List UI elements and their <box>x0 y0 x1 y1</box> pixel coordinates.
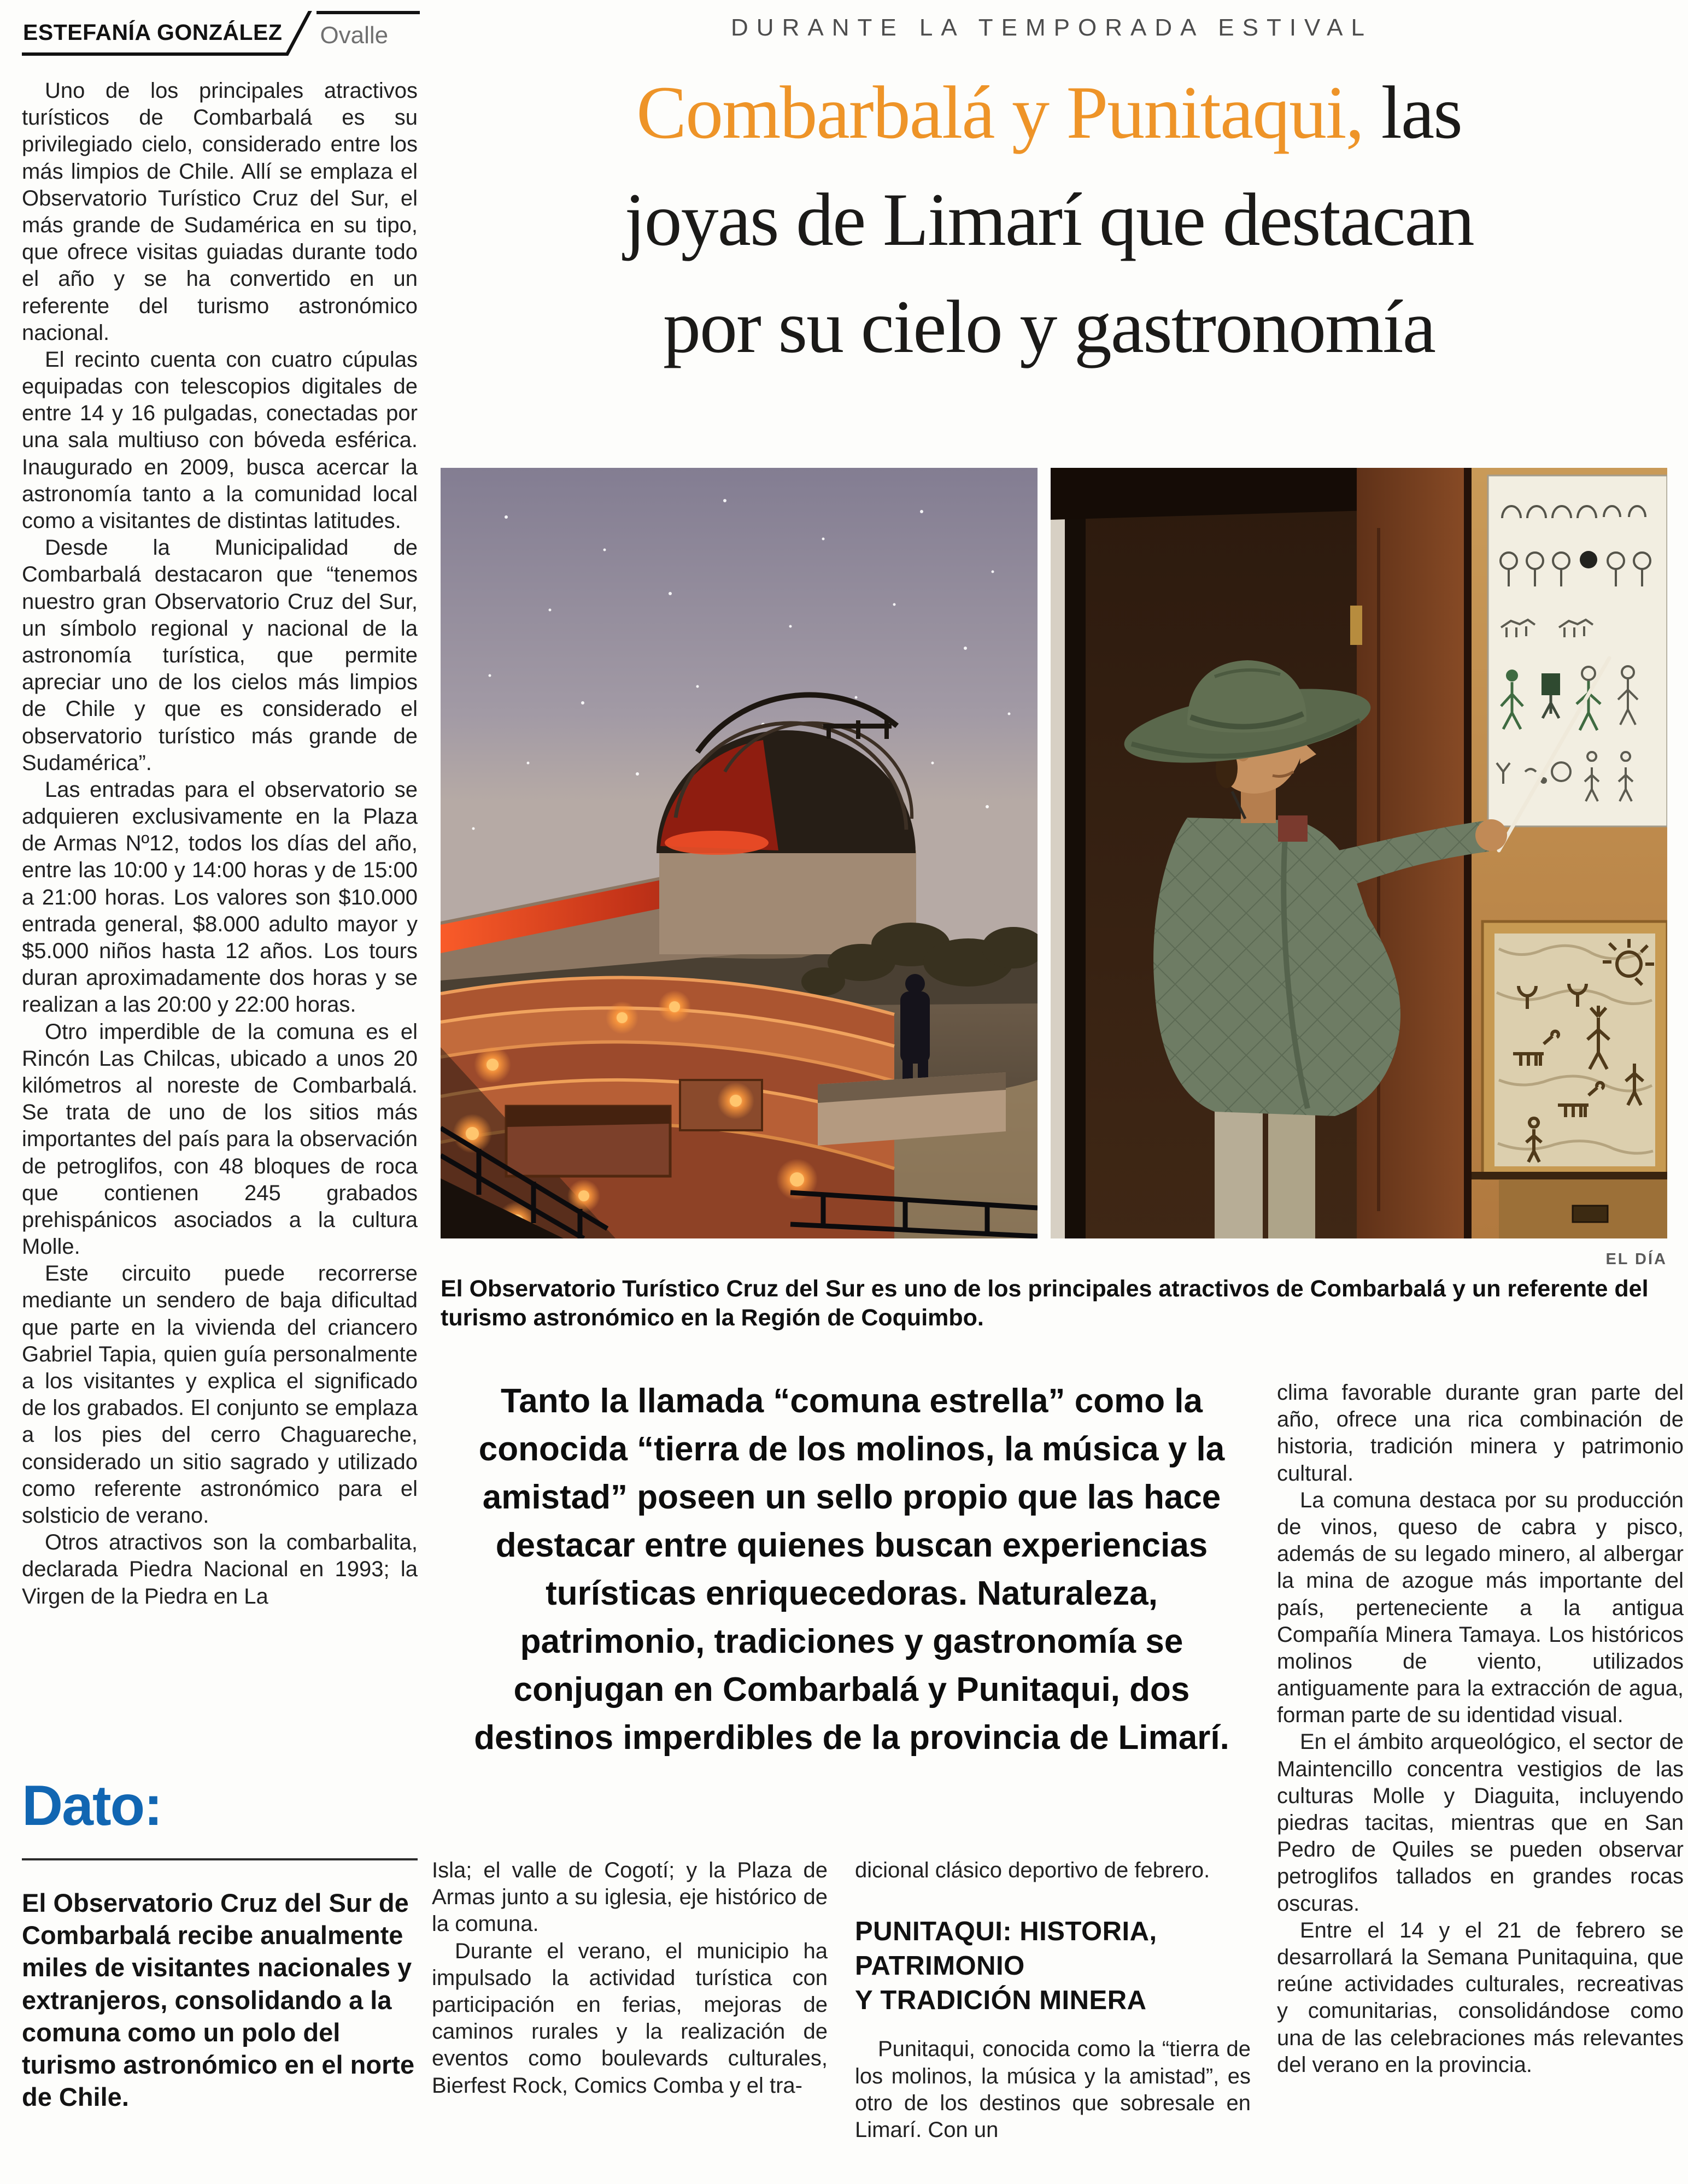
headline-highlight: Combarbalá y Punitaqui, <box>636 71 1364 154</box>
middle-column-1 <box>432 1857 828 2163</box>
article-paragraph: Otros atractivos son la combarbalita, declarada Piedra Nacional en 1993; la Virgen de la Piedra en La <box>22 1530 418 1608</box>
article-paragraph: Entre el 14 y el 21 de febrero se desarrollará la Semana Punitaquina, que reúne actividades culturales, recreativas y comunitarias, consolidándose como una de las celebraciones más relevantes del verano en la provincia. <box>1277 1918 1684 2077</box>
kicker: DURANTE LA TEMPORADA ESTIVAL <box>731 14 1373 41</box>
photo-credit: EL DÍA <box>1605 1250 1667 1268</box>
petroglyph-guide-illustration <box>1051 468 1667 1238</box>
article-paragraph: Uno de los principales atractivos turísticos de Combarbalá es su privilegiado cielo, considerado entre los más limpios de Chile. Allí se emplaza el Observatorio Turístico Cruz del Sur, el más grande de Sudamérica en su tipo, que ofrece visitas guiadas durante todo el año y se ha convertido en un referente del turismo astronómico nacional. <box>22 79 418 345</box>
dato-title: Dato: <box>22 1774 162 1837</box>
article-paragraph: Desde la Municipalidad de Combarbalá destacaron que “tenemos nuestro gran Observatorio Cruz del Sur, un símbolo regional y nacional de la astronomía turística, que permite apreciar uno de los cielos más limpios de Chile y que es considerado el observatorio turístico más grande de Sudamérica”. <box>22 536 418 775</box>
article-paragraph: La comuna destaca por su producción de vinos, queso de cabra y pisco, además de su legado minero, al albergar la mina de azogue más importante del país, perteneciente a la antigua Compañía Minera Tamaya. Los históricos molinos de viento, utilizados antiguamente para la extracción de agua, forman parte de su identidad visual. <box>1277 1488 1684 1728</box>
article-paragraph: clima favorable durante gran parte del año, ofrece una rica combinación de historia, tradición minera y patrimonio cultural. <box>1277 1381 1684 1486</box>
article-paragraph: Las entradas para el observatorio se adquieren exclusivamente en la Plaza de Armas Nº12, todos los días del año, entre las 10:00 y 14:00 horas y de 15:00 a 21:00 horas. Los valores son $10.000 entrada general, $8.000 adulto mayor y $5.000 niños hasta 12 años. Los tours duran aproximadamente dos horas y se realizan a las 20:00 y 22:00 horas. <box>22 777 418 1017</box>
article-paragraph: Este circuito puede recorrerse mediante un sendero de baja dificultad que parte en la vivienda del criancero Gabriel Tapia, quien guía personalmente a los visitantes y explica el significado de los grabados. El conjunto se emplaza a los pies del cerro Chaguareche, considerado un sitio sagrado y utilizado como referente astronómico para el solsticio de verano. <box>22 1261 418 1528</box>
subhead-line1: PUNITAQUI: HISTORIA, PATRIMONIO <box>855 1917 1157 1981</box>
headline-line3: por su cielo y gastronomía <box>663 284 1435 368</box>
headline-line2: joyas de Limarí que destacan <box>624 177 1474 261</box>
dato-text: El Observatorio Cruz del Sur de Combarbalá recibe anualmente miles de visitantes nacionales y extranjeros, consolidando a la comuna como un polo del turismo astronómico en el norte de Chile. <box>22 1888 415 2112</box>
article-paragraph: Durante el verano, el municipio ha impulsado la actividad turística con participación en ferias, mejoras de caminos rurales y la realización de eventos como boulevards culturales, Bierfest Rock, Comics Comba y el tra- <box>432 1939 828 2098</box>
wall-edge-strip <box>1051 468 1065 1238</box>
plaid-collar <box>1278 815 1308 842</box>
article-paragraph: Otro imperdible de la comuna es el Rincón Las Chilcas, ubicado a unos 20 kilómetros al noreste de Combarbalá. Se trata de uno de los sitios más importantes del país para la observación de petroglifos, con 48 bloques de roca que contienen 245 grabados prehispánicos asociados a la cultura Molle. <box>22 1019 418 1259</box>
byline <box>22 11 420 56</box>
article-paragraph: Punitaqui, conocida como la “tierra de los molinos, la música y la amistad”, es otro de los destinos que sobresale en Limarí. Con un <box>855 2037 1251 2142</box>
dato-box <box>22 1774 418 2113</box>
observatory-night-photo <box>441 468 1038 1238</box>
right-column <box>1277 1379 1684 2156</box>
article-paragraph: Isla; el valle de Cogotí; y la Plaza de Armas junto a su iglesia, eje histórico de la comuna. <box>432 1858 828 1936</box>
cabinet-shadow-line <box>1472 1172 1667 1179</box>
observatory-night-illustration <box>441 468 1038 1238</box>
article-paragraph: En el ámbito arqueológico, el sector de Maintencillo concentra vestigios de las culturas Molle y Diaguita, incluyendo piedras tacitas, mientras que en San Pedro de Quiles se pueden observar petroglifos tallados en grandes rocas oscuras. <box>1277 1730 1684 1916</box>
section-subhead <box>855 1915 1251 2017</box>
chart-glyph-filled-circle <box>1580 551 1597 568</box>
headline <box>431 59 1667 380</box>
petroglyph-guide-photo <box>1051 468 1667 1238</box>
dato-divider <box>22 1858 418 1860</box>
left-column <box>22 78 418 1774</box>
byline-author: ESTEFANÍA GONZÁLEZ <box>22 11 288 56</box>
photo-caption: El Observatorio Turístico Cruz del Sur es uno de los principales atractivos de Combarbalá y un referente del turismo astronómico en la Región de Coquimbo. <box>441 1276 1649 1331</box>
byline-slash-divider <box>285 11 313 56</box>
article-paragraph: El recinto cuenta con cuatro cúpulas equipadas con telescopios digitales de entre 14 y 16 pulgadas, conectadas por una sala multiuso con bóveda esférica. Inaugurado en 2009, busca acercar la astronomía tanto a la comunidad local como a visitantes de distintas latitudes. <box>22 347 418 533</box>
carved-panel <box>1494 934 1655 1166</box>
intro-paragraph: Tanto la llamada “comuna estrella” como la conocida “tierra de los molinos, la música y la amistad” poseen un sello propio que las hace destacar entre quienes buscan experiencias turísticas enriquecedoras. Naturaleza, patrimonio, tradiciones y gastronomía se conjugan en Combarbalá y Punitaqui, dos destinos imperdibles de la provincia de Limarí. <box>474 1382 1229 1757</box>
pedestal-latch <box>1573 1206 1608 1222</box>
middle-column-2 <box>855 1857 1251 2163</box>
hand <box>1475 819 1507 851</box>
dome-red-light <box>665 831 769 855</box>
byline-location: Ovalle <box>317 11 420 56</box>
door-hinge <box>1350 606 1362 645</box>
subhead-line2: Y TRADICIÓN MINERA <box>855 1985 1147 2015</box>
headline-line1-rest: las <box>1363 71 1462 154</box>
door-jamb <box>1065 468 1086 1238</box>
article-paragraph: dicional clásico deportivo de febrero. <box>855 1858 1210 1882</box>
petroglyph-chart-board <box>1488 475 1667 826</box>
